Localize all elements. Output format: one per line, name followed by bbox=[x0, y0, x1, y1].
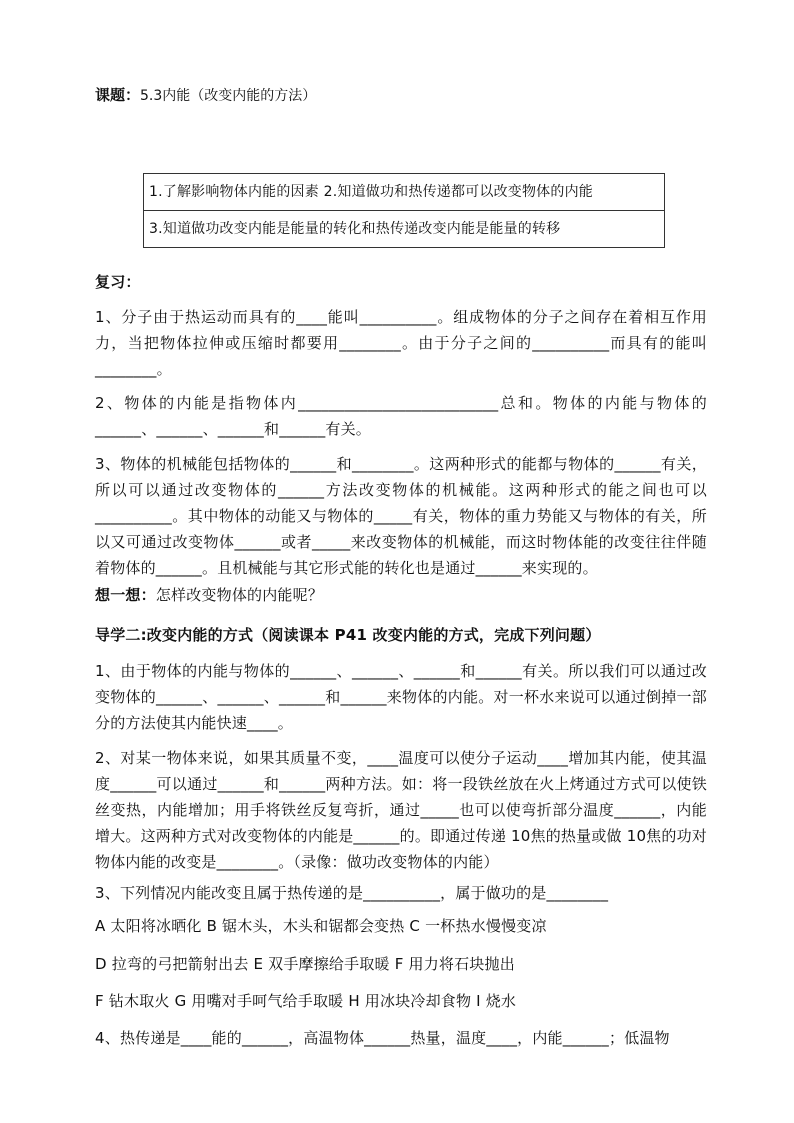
review-heading: 复习： bbox=[95, 273, 141, 291]
option-line-1: A 太阳将冰晒化 B 锯木头，木头和锯都会变热 C 一杯热水慢慢变凉 bbox=[95, 917, 547, 935]
lesson-title bbox=[95, 84, 707, 105]
guide-question-3: 3、下列情况内能改变且属于热传递的是__________，属于做功的是________ bbox=[95, 884, 609, 902]
think-line bbox=[95, 583, 707, 607]
title-text: 5.3内能（改变内能的方法） bbox=[140, 88, 317, 104]
guide-heading: 导学二:改变内能的方式（阅读课本 P41 改变内能的方式，完成下列问题） bbox=[95, 626, 601, 644]
option-line-3: F 钻木取火 G 用嘴对手呵气给手取暖 H 用冰块冷却食物 I 烧水 bbox=[95, 992, 517, 1010]
title-label: 课题： bbox=[95, 86, 141, 104]
review-question-1: 1、分子由于热运动而具有的____能叫__________。组成物体的分子之间存在着相互作用力，当把物体拉伸或压缩时都要用________。由于分子之间的__________而具有的能叫________。 bbox=[95, 308, 707, 378]
review-question-2: 2、物体的内能是指物体内__________________________总和。物体的内能与物体的______、______、______和______有关。 bbox=[95, 394, 707, 438]
objective-row-1: 1.了解影响物体内能的因素 2.知道做功和热传递都可以改变物体的内能 bbox=[149, 184, 593, 200]
guide-question-4: 4、热传递是____能的______，高温物体______热量，温度____，内能______；低温物 bbox=[95, 1029, 670, 1047]
think-label: 想一想： bbox=[95, 586, 156, 604]
option-line-2: D 拉弯的弓把箭射出去 E 双手摩擦给手取暖 F 用力将石块抛出 bbox=[95, 955, 515, 973]
guide-question-1: 1、由于物体的内能与物体的______、______、______和______有关。所以我们可以通过改变物体的______、______、______和______来物体的内能。对一杯水来说可以通过倒掉一部分的方法使其内能快速____。 bbox=[95, 662, 707, 732]
objectives-table bbox=[143, 173, 665, 248]
objective-row-2: 3.知道做功改变内能是能量的转化和热传递改变内能是能量的转移 bbox=[144, 210, 664, 247]
think-text: 怎样改变物体的内能呢？ bbox=[155, 586, 324, 604]
guide-question-2: 2、对某一物体来说，如果其质量不变，____温度可以使分子运动____增加其内能，使其温度______可以通过______和______两种方法。如：将一段铁丝放在火上烤通过方式可以使铁丝变热，内能增加；用手将铁丝反复弯折，通过_____也可以使弯折部分温度______，内能增大。这两种方式对改变物体的内能是______的。即通过传递 10焦的热量或做 10焦的功对物体内能的改变是________。（录像：做功改变物体的内能） bbox=[95, 749, 707, 871]
review-question-3: 3、物体的机械能包括物体的______和________。这两种形式的能都与物体的______有关，所以可以通过改变物体的______方法改变物体的机械能。这两种形式的能之间也可以__________。其中物体的动能又与物体的_____有关，物体的重力势能又与物体的有关，所以又可通过改变物体______或者_____来改变物体的机械能，而这时物体能的改变往往伴随着物体的______。且机械能与其它形式能的转化也是通过______来实现的。 bbox=[95, 455, 707, 577]
